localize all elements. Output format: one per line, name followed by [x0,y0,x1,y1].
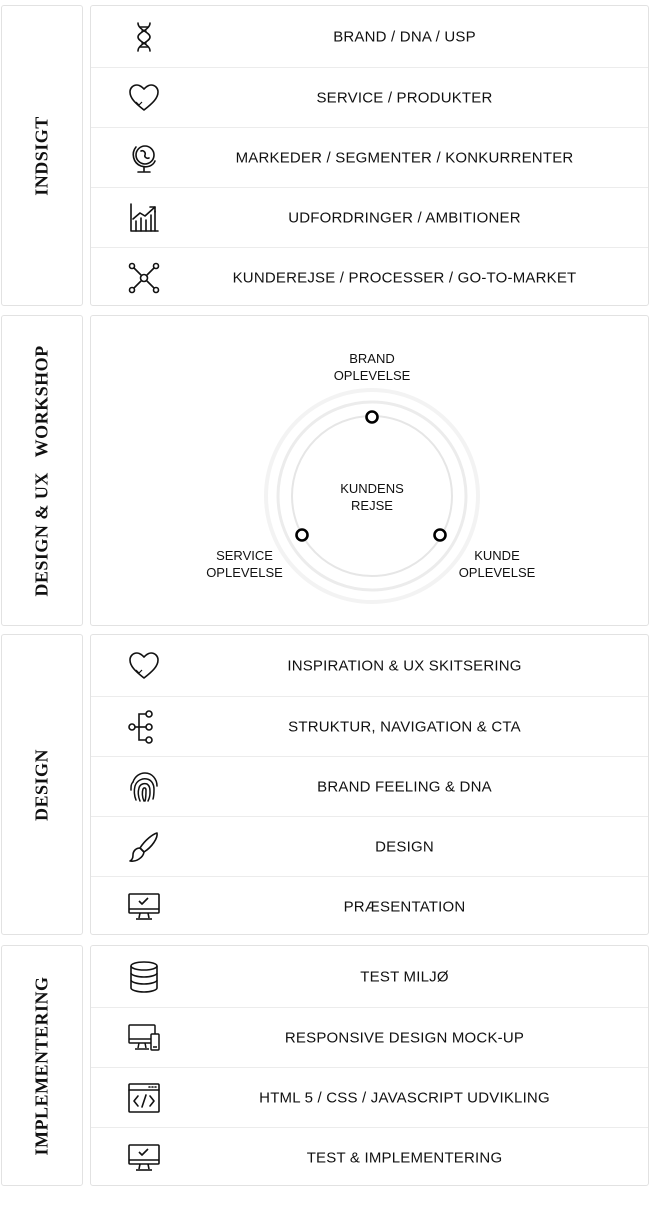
kunde-oplevelse-label: KUNDE OPLEVELSE [458,548,536,580]
sitemap-icon [127,710,161,744]
item-label: DESIGN [375,838,434,855]
list-item [91,248,648,307]
section-implementering-list [90,945,649,1186]
heart-icon [127,81,161,115]
monitor-check-icon [127,890,161,924]
section-design-list [90,634,649,935]
kundens-rejse-label: KUNDENS REJSE [340,481,404,513]
list-item [91,1008,648,1068]
section-design-sidebar [1,634,83,935]
section-title-implementering: IMPLEMENTERING [31,975,52,1156]
brush-icon [127,830,161,864]
item-label: KUNDEREJSE / PROCESSER / GO-TO-MARKET [232,269,577,286]
dna-icon [127,20,161,54]
item-label: TEST MILJØ [360,968,449,985]
list-item [91,68,648,128]
network-icon [127,261,161,295]
item-label: RESPONSIVE DESIGN MOCK-UP [284,1029,525,1046]
monitor-check-icon [127,1141,161,1175]
section-indsigt-sidebar [1,5,83,306]
service-node [297,530,308,541]
list-item [91,1128,648,1187]
section-workshop-diagram [90,315,649,626]
list-item [91,6,648,68]
section-implementering-sidebar [1,945,83,1186]
database-icon [127,960,161,994]
list-item [91,1068,648,1128]
section-title-workshop: DESIGN & UX WORKSHOP [31,344,52,597]
globe-icon [127,141,161,175]
item-label: INSPIRATION & UX SKITSERING [287,657,522,674]
section-title-design: DESIGN [31,748,52,821]
list-item [91,188,648,248]
code-window-icon [127,1081,161,1115]
section-workshop-sidebar [1,315,83,626]
list-item [91,946,648,1008]
list-item [91,697,648,757]
growth-chart-icon [127,201,161,235]
brand-oplevelse-label: BRAND OPLEVELSE [333,351,411,383]
kunde-node [435,530,446,541]
item-label: STRUKTUR, NAVIGATION & CTA [288,718,521,735]
responsive-devices-icon [127,1021,161,1055]
item-label: BRAND / DNA / USP [333,28,476,45]
section-indsigt-list [90,5,649,306]
list-item [91,635,648,697]
list-item [91,817,648,877]
item-label: MARKEDER / SEGMENTER / KONKURRENTER [235,149,574,166]
item-label: SERVICE / PRODUKTER [316,89,493,106]
item-label: UDFORDRINGER / AMBITIONER [288,209,521,226]
list-item [91,757,648,817]
item-label: PRÆSENTATION [343,898,466,915]
heart-icon [127,649,161,683]
item-label: TEST & IMPLEMENTERING [306,1149,503,1166]
item-label: HTML 5 / CSS / JAVASCRIPT UDVIKLING [259,1089,550,1106]
list-item [91,128,648,188]
fingerprint-icon [127,770,161,804]
item-label: BRAND FEELING & DNA [317,778,492,795]
list-item [91,877,648,936]
service-oplevelse-label: SERVICE OPLEVELSE [206,548,283,580]
brand-node [367,412,378,423]
section-title-indsigt: INDSIGT [31,115,52,196]
